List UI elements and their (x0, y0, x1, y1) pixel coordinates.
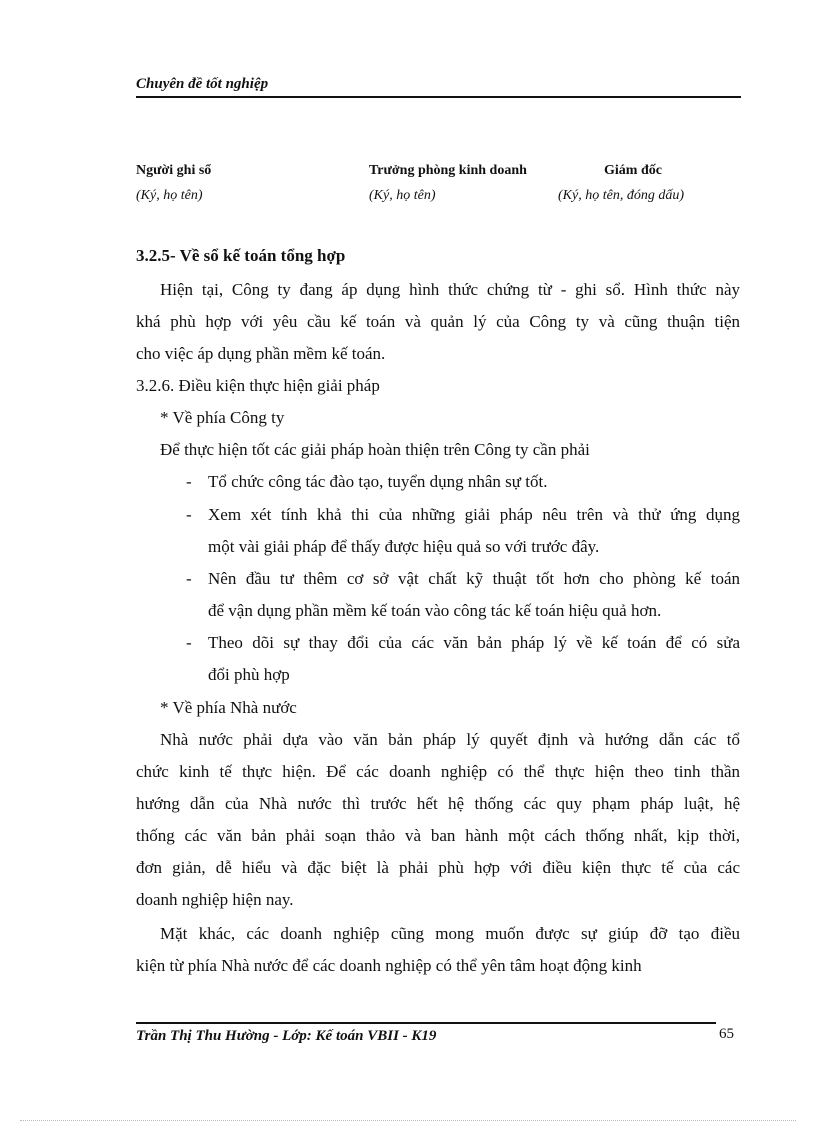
paragraph-line: thống các văn bản phải soạn thảo và ban hành một cách thống nhất, kịp thời, (136, 826, 740, 845)
bullet-dash: - (186, 472, 192, 491)
paragraph-line: kiện từ phía Nhà nước để các doanh nghiệp có thể yên tâm hoạt động kinh (136, 956, 642, 975)
bullet-line: Xem xét tính khả thi của những giải pháp nêu trên và thử ứng dụng (208, 505, 740, 524)
page-number: 65 (719, 1026, 734, 1042)
bullet-line: một vài giải pháp để thấy được hiệu quả so với trước đây. (208, 537, 600, 556)
signature-role-recorder: Người ghi sổ (136, 163, 212, 178)
page-edge-divider (20, 1120, 796, 1121)
signature-role-director: Giám đốc (604, 163, 662, 178)
paragraph-line: đơn giản, dễ hiểu và đặc biệt là phải phù hợp với điều kiện thực tế của các (136, 858, 740, 877)
paragraph-line: chức kinh tế thực hiện. Để các doanh nghiệp có thể thực hiện theo tinh thần (136, 762, 740, 781)
signature-note-recorder: (Ký, họ tên) (136, 188, 203, 203)
paragraph-line: Hiện tại, Công ty đang áp dụng hình thức chứng từ - ghi sổ. Hình thức này (160, 280, 740, 299)
paragraph-line: hướng dẫn của Nhà nước thì trước hết hệ thống các quy phạm pháp luật, hệ (136, 794, 740, 813)
bullet-line: Theo dõi sự thay đổi của các văn bản pháp lý về kế toán để có sửa (208, 633, 740, 652)
section-heading-326: 3.2.6. Điều kiện thực hiện giải pháp (136, 376, 380, 395)
signature-note-sales-head: (Ký, họ tên) (369, 188, 436, 203)
bullet-dash: - (186, 633, 192, 652)
paragraph-line: cho việc áp dụng phần mềm kế toán. (136, 344, 386, 363)
bullet-dash: - (186, 569, 192, 588)
company-intro: Để thực hiện tốt các giải pháp hoàn thiện trên Công ty cần phải (160, 440, 590, 459)
paragraph-line: Mặt khác, các doanh nghiệp cũng mong muốn được sự giúp đỡ tạo điều (160, 924, 740, 943)
signature-note-director: (Ký, họ tên, đóng dấu) (558, 188, 684, 203)
signature-role-sales-head: Trưởng phòng kinh doanh (369, 163, 527, 178)
header-rule (136, 96, 741, 98)
paragraph-line: khá phù hợp với yêu cầu kế toán và quản lý của Công ty và cũng thuận tiện (136, 312, 740, 331)
state-heading: * Về phía Nhà nước (160, 698, 297, 717)
bullet-line: để vận dụng phần mềm kế toán vào công tác kế toán hiệu quả hơn. (208, 601, 662, 620)
paragraph-line: doanh nghiệp hiện nay. (136, 890, 294, 909)
header-title: Chuyên đề tốt nghiệp (136, 76, 269, 92)
footer-author: Trần Thị Thu Hường - Lớp: Kế toán VBII - K19 (136, 1028, 437, 1044)
paragraph-line: Nhà nước phải dựa vào văn bản pháp lý quyết định và hướng dẫn các tổ (160, 730, 740, 749)
company-heading: * Về phía Công ty (160, 408, 285, 427)
bullet-line: Nên đầu tư thêm cơ sở vật chất kỹ thuật tốt hơn cho phòng kế toán (208, 569, 740, 588)
bullet-dash: - (186, 505, 192, 524)
bullet-line: đổi phù hợp (208, 665, 290, 684)
section-heading-325: 3.2.5- Về sổ kế toán tổng hợp (136, 246, 346, 265)
footer-rule (136, 1022, 716, 1024)
bullet-line: Tổ chức công tác đào tạo, tuyển dụng nhân sự tốt. (208, 472, 548, 491)
